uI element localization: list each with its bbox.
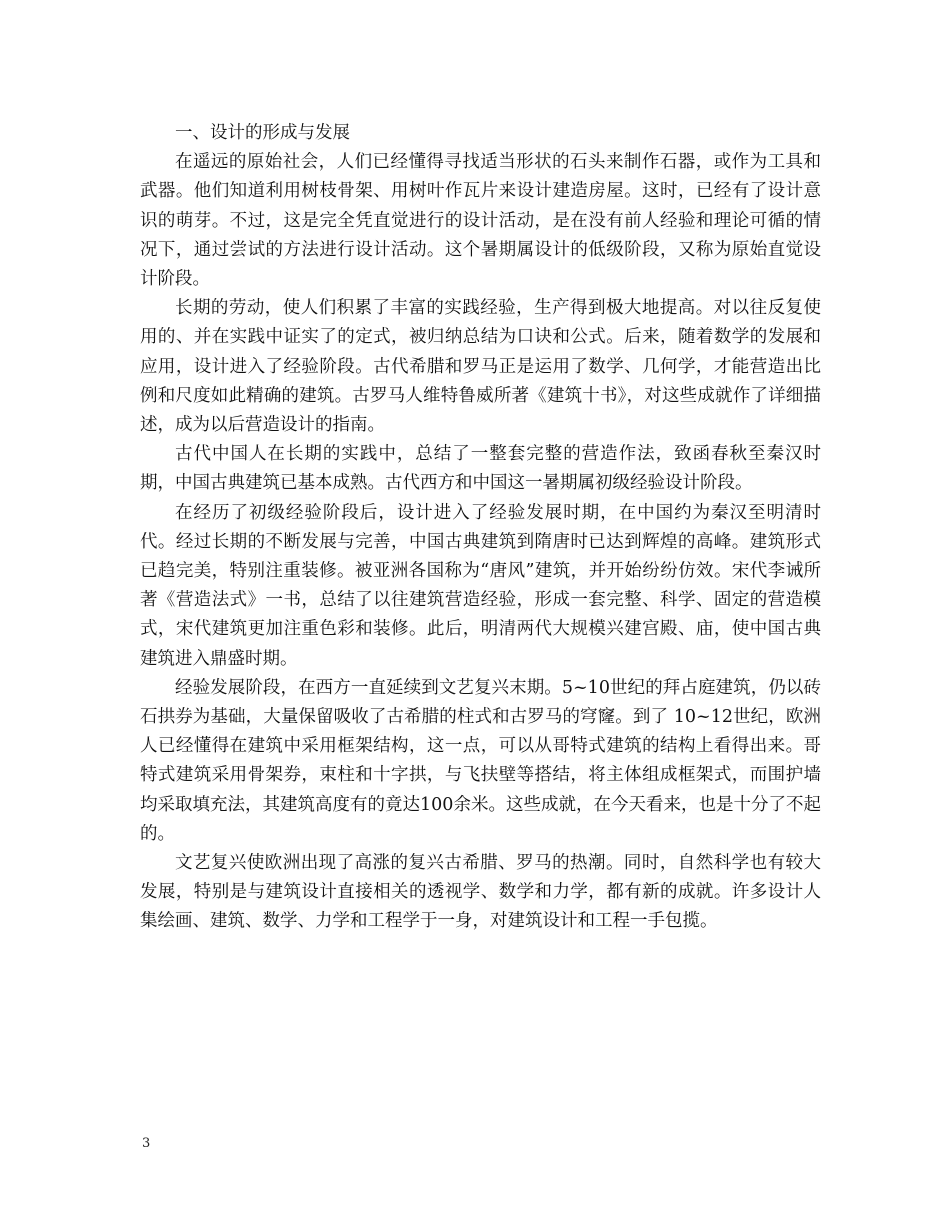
section-heading: 一、设计的形成与发展	[175, 123, 350, 143]
document-body	[140, 119, 821, 937]
paragraph-west-development: 经验发展阶段，在西方一直延续到文艺复兴末期。5~10世纪的拜占庭建筑，仍以砖石拱券为基础，大量保留吸收了古希腊的柱式和古罗马的穹窿。到了 10~12世纪，欧洲人已经懂得在建筑中采用框架结构，这一点，可以从哥特式建筑的结构上看得出来。哥特式建筑采用骨架券，束柱和十字拱，与飞扶壁等搭结，将主体组成框架式，而围护墙均采取填充法，其建筑高度有的竟达100余米。这些成就，在今天看来，也是十分了不起的。	[140, 677, 821, 844]
paragraph-experience-stage: 长期的劳动，使人们积累了丰富的实践经验，生产得到极大地提高。对以往反复使用的、并在实践中证实了的定式，被归纳总结为口诀和公式。后来，随着数学的发展和应用，设计进入了经验阶段。古代希腊和罗马正是运用了数学、几何学，才能营造出比例和尺度如此精确的建筑。古罗马人维特鲁威所著《建筑十书》，对这些成就作了详细描述，成为以后营造设计的指南。	[140, 298, 821, 436]
paragraph-renaissance: 文艺复兴使欧洲出现了高涨的复兴古希腊、罗马的热潮。同时，自然科学也有较大发展，特别是与建筑设计直接相关的透视学、数学和力学，都有新的成就。许多设计人集绘画、建筑、数学、力学和工程学于一身，对建筑设计和工程一手包揽。	[140, 853, 821, 932]
page-number: 3	[142, 1136, 151, 1151]
paragraph-experience-development: 在经历了初级经验阶段后，设计进入了经验发展时期，在中国约为秦汉至明清时代。经过长期的不断发展与完善，中国古典建筑到隋唐时已达到辉煌的高峰。建筑形式已趋完美，特别注重装修。被亚洲各国称为“唐风”建筑，并开始纷纷仿效。宋代李诫所著《营造法式》一书，总结了以往建筑营造经验，形成一套完整、科学、固定的营造模式，宋代建筑更加注重色彩和装修。此后，明清两代大规模兴建宫殿、庙，使中国古典建筑进入鼎盛时期。	[140, 502, 821, 669]
paragraph-ancient-china: 古代中国人在长期的实践中，总结了一整套完整的营造作法，致函春秋至秦汉时期，中国古典建筑已基本成熟。古代西方和中国这一暑期属初级经验设计阶段。	[140, 444, 821, 494]
paragraph-primitive-design: 在遥远的原始社会，人们已经懂得寻找适当形状的石头来制作石器，或作为工具和武器。他们知道利用树枝骨架、用树叶作瓦片来设计建造房屋。这时，已经有了设计意识的萌芽。不过，这是完全凭直觉进行的设计活动，是在没有前人经验和理论可循的情况下，通过尝试的方法进行设计活动。这个暑期属设计的低级阶段，又称为原始直觉设计阶段。	[140, 152, 821, 290]
